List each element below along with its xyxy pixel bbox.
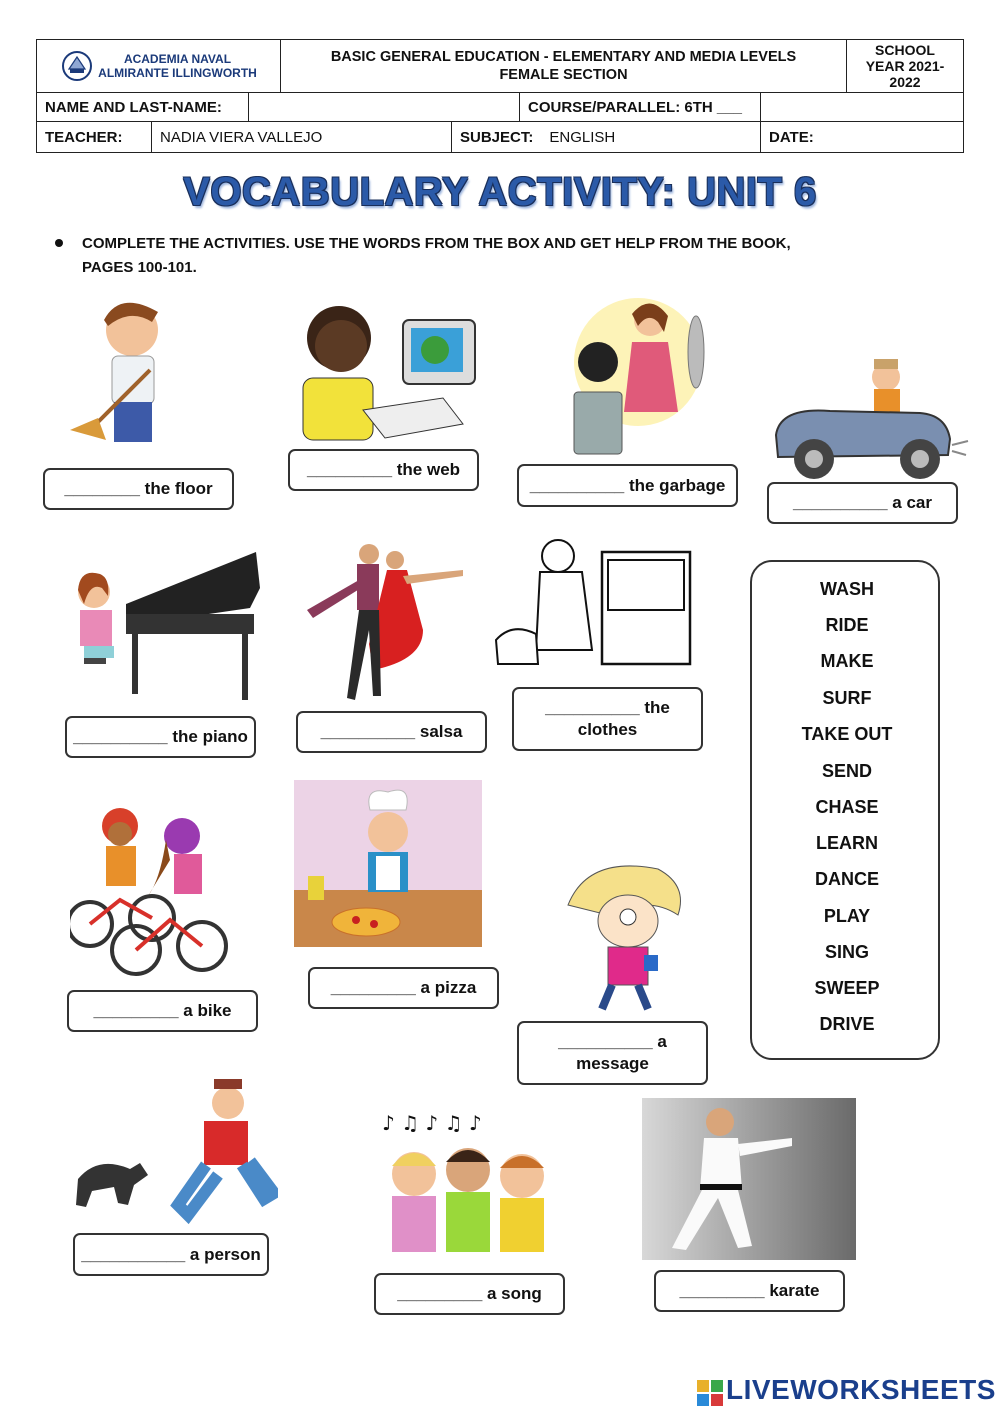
answer-box-drive[interactable]: [767, 482, 958, 524]
course-label: COURSE/PARALLEL: 6TH ___: [528, 98, 742, 116]
answer-box-learn[interactable]: [654, 1270, 845, 1312]
answer-box-chase[interactable]: [73, 1233, 269, 1276]
woman-garbage-icon: [568, 292, 708, 460]
education-line2: FEMALE SECTION: [499, 67, 628, 83]
logo-cell: [36, 39, 281, 93]
couple-dancing-icon: [303, 540, 468, 705]
answer-text: _________ a song: [397, 1284, 542, 1303]
answer-box-dance[interactable]: [296, 711, 487, 753]
date-cell[interactable]: [760, 121, 964, 153]
kids-bikes-icon: [70, 800, 240, 982]
girl-piano-icon: [70, 548, 265, 703]
school-year-line1: SCHOOL: [875, 42, 935, 58]
answer-text: ___________ a person: [81, 1244, 261, 1264]
answer-box-play[interactable]: [65, 716, 256, 758]
dog-chasing-icon: [68, 1075, 278, 1225]
school-name-line1: ACADEMIA NAVAL: [123, 52, 232, 66]
course-input[interactable]: [760, 92, 964, 122]
word-item: DANCE: [814, 869, 879, 889]
woman-washing-icon: [492, 530, 697, 672]
school-name-line2: ALMIRANTE ILLINGWORTH: [98, 66, 257, 80]
teacher-value: NADIA VIERA VALLEJO: [160, 128, 323, 146]
school-year-line3: 2022: [889, 74, 921, 90]
man-car-icon: [770, 355, 970, 483]
answer-text: _________ karate: [679, 1281, 820, 1300]
answer-box-ride[interactable]: [67, 990, 258, 1032]
school-year-line2: YEAR 2021-: [865, 58, 945, 74]
answer-box-make[interactable]: [308, 967, 499, 1009]
answer-text: __________ a: [558, 1032, 667, 1051]
name-label-cell: [36, 92, 249, 122]
word-item: SEND: [821, 761, 872, 781]
bullet-icon: [55, 239, 63, 247]
answer-box-surf[interactable]: [288, 449, 479, 491]
page-title: VOCABULARY ACTIVITY: UNIT 6: [183, 170, 817, 214]
answer-text: _________ a pizza: [330, 978, 477, 997]
answer-text: __________ a car: [793, 493, 932, 512]
word-item: SWEEP: [814, 978, 880, 998]
answer-text: __________ salsa: [320, 722, 463, 741]
boy-computer-icon: [293, 298, 503, 446]
word-item: DRIVE: [819, 1014, 875, 1034]
instruction-text: COMPLETE THE ACTIVITIES. USE THE WORDS FROM THE BOX AND GET HELP FROM THE BOOK, PAGES 100-101.: [82, 235, 791, 276]
kid-phone-icon: [538, 855, 698, 1017]
name-input[interactable]: [248, 92, 520, 122]
answer-box-wash[interactable]: [512, 687, 703, 751]
subject-label: SUBJECT:: [460, 128, 534, 146]
school-year-cell: [846, 39, 964, 93]
name-label: NAME AND LAST-NAME:: [45, 98, 222, 116]
teacher-label-cell: [36, 121, 152, 153]
girl-chef-icon: [294, 780, 482, 947]
answer-box-sing[interactable]: [374, 1273, 565, 1315]
word-item: MAKE: [820, 651, 874, 671]
word-item: LEARN: [816, 833, 878, 853]
answer-text: ________ the floor: [64, 479, 213, 498]
footer-brand[interactable]: LIVEWORKSHEETS: [726, 1374, 996, 1405]
answer-text-line2: message: [576, 1054, 649, 1073]
kids-singing-icon: [372, 1100, 562, 1260]
answer-box-take-out[interactable]: [517, 464, 738, 507]
word-item: RIDE: [825, 615, 869, 635]
answer-text: _________ a bike: [93, 1001, 232, 1020]
answer-text: __________ the piano: [73, 727, 248, 746]
svg-text:♪ ♫ ♪ ♫ ♪: ♪ ♫ ♪ ♫ ♪: [382, 1111, 482, 1135]
school-crest-icon: [60, 49, 94, 83]
answer-text: _________ the web: [306, 460, 461, 479]
word-box: [750, 560, 940, 1060]
subject-cell: [451, 121, 761, 153]
answer-box-sweep[interactable]: [43, 468, 234, 510]
word-item: SING: [824, 942, 869, 962]
education-cell: [280, 39, 847, 93]
liveworksheets-logo-icon: [697, 1380, 723, 1406]
answer-text: __________ the garbage: [529, 475, 726, 495]
word-item: WASH: [820, 579, 874, 599]
word-item: PLAY: [823, 906, 871, 926]
word-item: SURF: [822, 688, 872, 708]
education-line1: BASIC GENERAL EDUCATION - ELEMENTARY AND MEDIA LEVELS: [330, 49, 797, 65]
word-item: CHASE: [815, 797, 879, 817]
date-label: DATE:: [769, 128, 814, 146]
answer-text-line2: clothes: [577, 720, 638, 739]
karate-man-icon: [642, 1098, 856, 1260]
boy-sweeping-icon: [60, 290, 190, 450]
teacher-label: TEACHER:: [45, 128, 123, 146]
answer-box-send[interactable]: [517, 1021, 708, 1085]
course-label-cell: [519, 92, 761, 122]
teacher-value-cell: [151, 121, 452, 153]
word-item: TAKE OUT: [801, 724, 893, 744]
subject-value: ENGLISH: [549, 128, 616, 146]
answer-text: __________ the: [545, 698, 670, 717]
